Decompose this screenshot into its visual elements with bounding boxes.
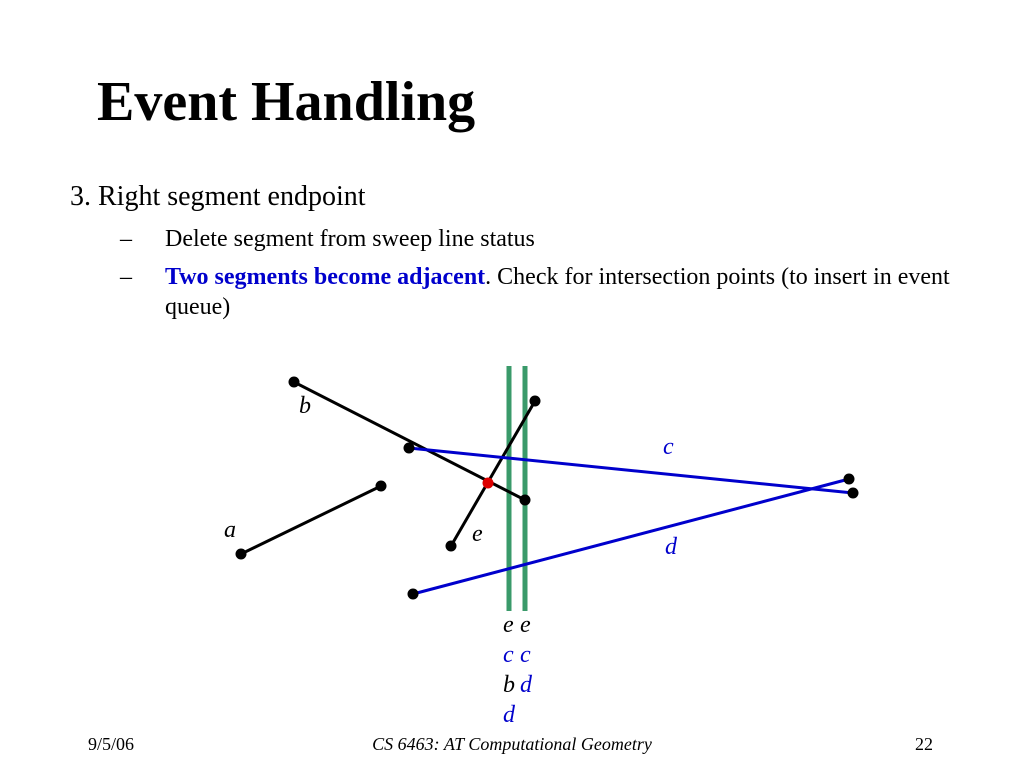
endpoint-b-right [520,495,531,506]
endpoint-c-left [404,443,415,454]
intersection-point [483,478,494,489]
status-left-item: d [503,702,515,728]
status-right-item: c [520,642,531,668]
sub-bullet-text: . Check for intersection points (to insert in event queue) [165,264,950,320]
status-right-item: d [520,672,532,698]
segment-c [409,448,853,493]
status-right-item: e [520,612,531,638]
status-left-item: c [503,642,514,668]
label-c: c [663,434,674,460]
footer-page-number: 22 [915,734,933,754]
status-left-item: b [503,672,515,698]
footer-date: 9/5/06 [88,734,135,754]
label-b: b [299,393,311,419]
status-left-item: e [503,612,514,638]
endpoint-b-left [289,377,300,388]
endpoint-d-right [844,474,855,485]
segment-a [241,486,381,554]
endpoint-e-left [446,541,457,552]
label-a: a [224,517,236,543]
endpoints [236,377,859,600]
dash-marker: – [120,226,132,252]
label-d: d [665,534,677,560]
endpoint-a-right [376,481,387,492]
slide-title: Event Handling [97,71,476,133]
sub-bullet-text: Delete segment from sweep line status [165,226,535,252]
label-e: e [472,521,483,547]
emphasis-text: Two segments become adjacent [165,264,486,290]
endpoint-c-right [848,488,859,499]
endpoint-a-left [236,549,247,560]
endpoint-e-right [530,396,541,407]
dash-marker: – [120,264,132,290]
endpoint-d-left [408,589,419,600]
bullet-heading: 3. Right segment endpoint [70,181,366,212]
segment-e [451,401,535,546]
footer-course: CS 6463: AT Computational Geometry [372,734,652,754]
